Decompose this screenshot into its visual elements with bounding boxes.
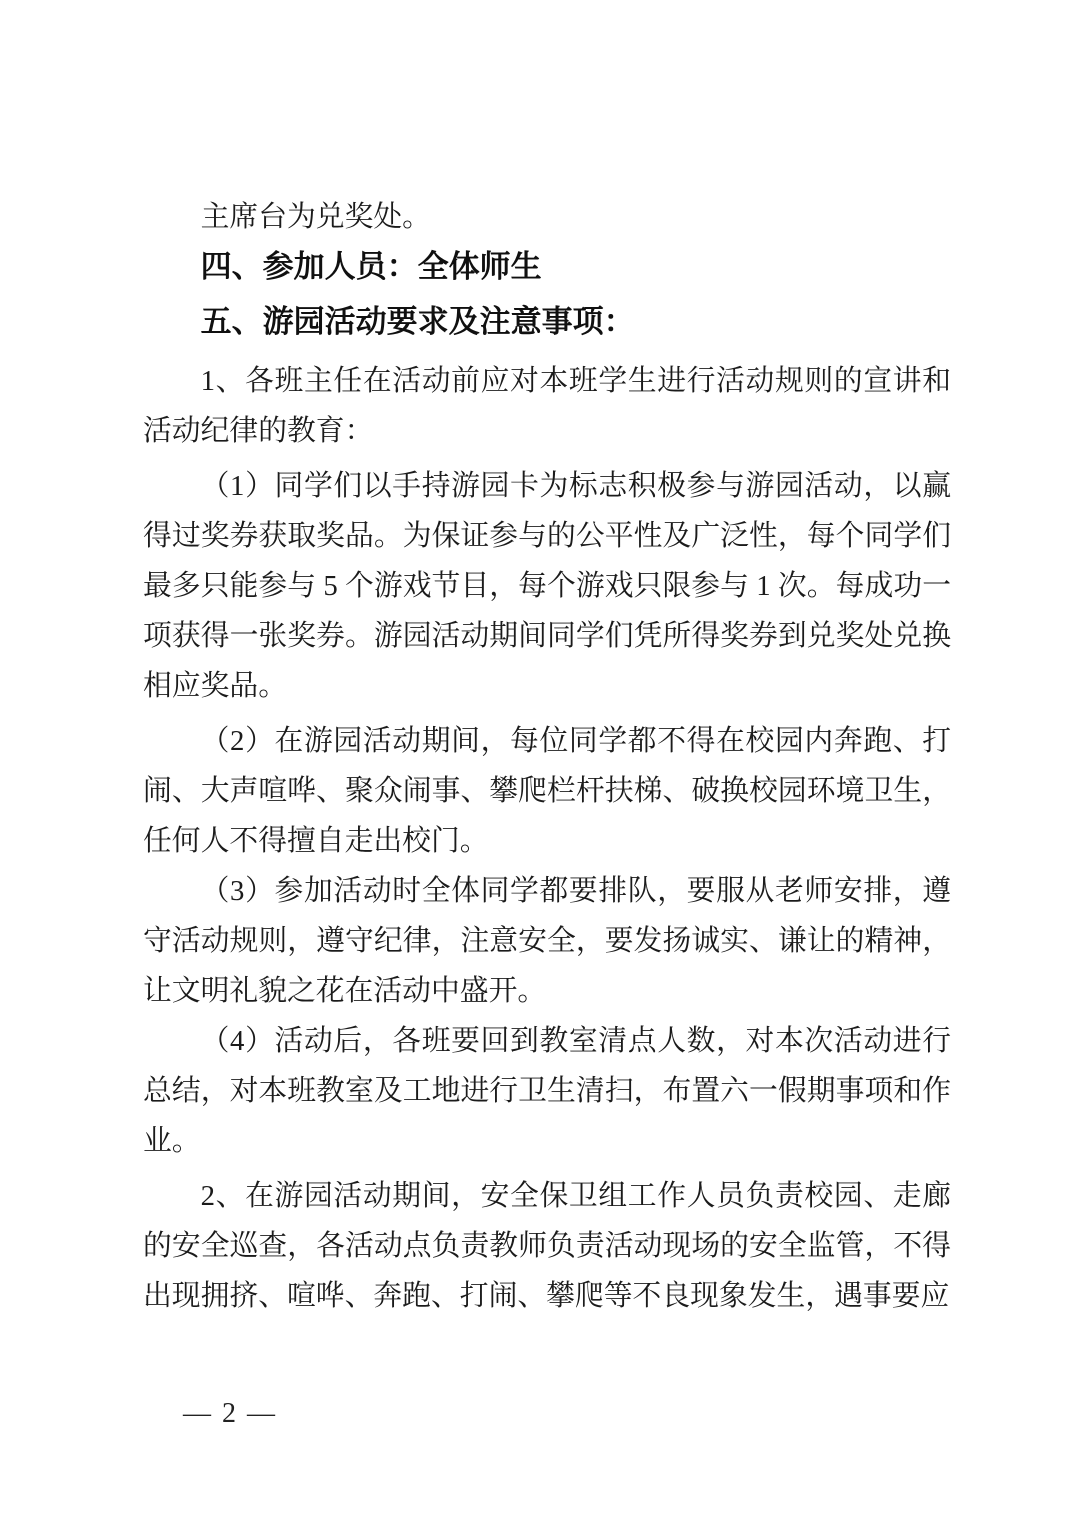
heading-section-four-participants: 四、参加人员：全体师生 <box>200 249 542 284</box>
paragraph-subitem-3: （3）参加活动时全体同学都要排队，要服从老师安排，遵守活动规则，遵守纪律，注意安全，要发扬诚实、谦让的精神，让文明礼貌之花在活动中盛开。 <box>143 875 951 1007</box>
heading-section-five-requirements: 五、游园活动要求及注意事项： <box>200 304 635 339</box>
paragraph-subitem-1: （1）同学们以手持游园卡为标志积极参与游园活动，以赢得过奖券获取奖品。为保证参与的公平性及广泛性，每个同学们最多只能参与 5 个游戏节目，每个游戏只限参与 1 次。每成功一项获得一张奖券。游园活动期间同学们凭所得奖券到兑奖处兑换相应奖品。 <box>143 470 951 702</box>
paragraph-item-1: 1、各班主任在活动前应对本班学生进行活动规则的宣讲和活动纪律的教育： <box>143 365 951 447</box>
paragraph-subitem-2: （2）在游园活动期间，每位同学都不得在校园内奔跑、打闹、大声喧哗、聚众闹事、攀爬栏杆扶梯、破换校园环境卫生，任何人不得擅自走出校门。 <box>143 725 951 857</box>
paragraph-item-2: 2、在游园活动期间，安全保卫组工作人员负责校园、走廊的安全巡查，各活动点负责教师负责活动现场的安全监管，不得出现拥挤、喧哗、奔跑、打闹、攀爬等不良现象发生，遇事要应 <box>143 1180 951 1312</box>
paragraph-subitem-4: （4）活动后，各班要回到教室清点人数，对本次活动进行总结，对本班教室及工地进行卫生清扫，布置六一假期事项和作业。 <box>143 1025 951 1157</box>
document-content <box>143 192 951 1321</box>
paragraph-continuation: 主席台为兑奖处。 <box>200 201 431 233</box>
page-number: — 2 — <box>183 1398 277 1429</box>
